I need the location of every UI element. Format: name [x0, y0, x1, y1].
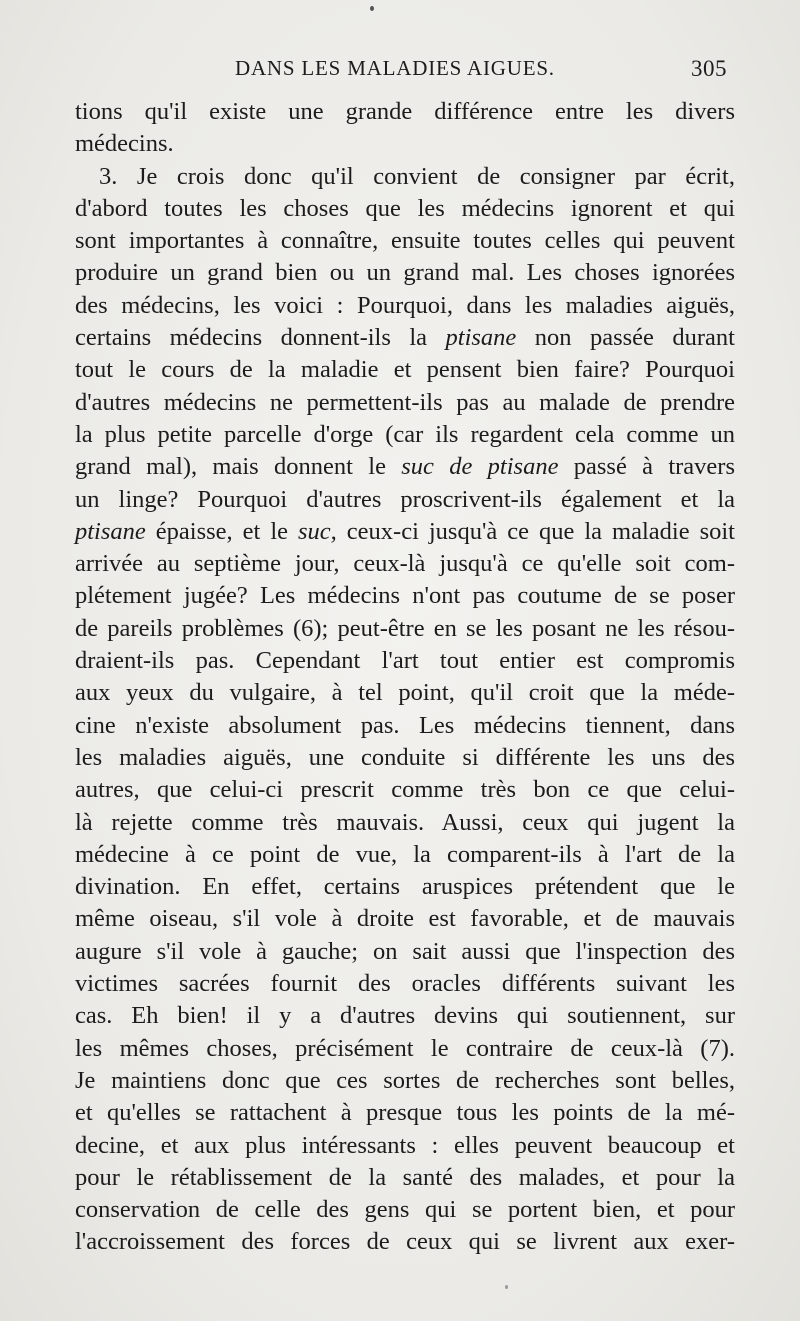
- text-line-34: pour le rétablissement de la santé des malades, et pour la: [75, 1163, 735, 1191]
- text-line-3: 3. Je crois donc qu'il convient de consigner par écrit,: [99, 162, 735, 190]
- text-line-23: là rejette comme très mauvais. Aussi, ceux qui jugent la: [75, 808, 735, 836]
- italic-term: ptisane: [75, 517, 146, 545]
- text-line-15: arrivée au septième jour, ceux-là jusqu'à ce qu'elle soit com-: [75, 550, 735, 578]
- text-line-27: augure s'il vole à gauche; on sait aussi que l'inspection des: [75, 937, 735, 965]
- text-line-28: victimes sacrées fournit des oracles différents suivant les: [75, 970, 735, 998]
- text-line-22: autres, que celui-ci prescrit comme très bon ce que celui-: [75, 776, 735, 804]
- text-line-13: un linge? Pourquoi d'autres proscrivent-ils également et la: [75, 485, 735, 513]
- text-line-1: tions qu'il existe une grande différence entre les divers: [75, 98, 735, 125]
- text-line-4: d'abord toutes les choses que les médecins ignorent et qui: [75, 194, 735, 222]
- text-segment: épaisse, et le: [145, 517, 298, 545]
- text-line-7: des médecins, les voici : Pourquoi, dans les maladies aiguës,: [75, 291, 735, 319]
- ink-speck-mark: [370, 6, 374, 11]
- text-segment: non passée durant: [516, 324, 735, 352]
- text-line-36: l'accroissement des forces de ceux qui se livrent aux exer-: [75, 1228, 735, 1256]
- text-line-21: les maladies aiguës, une conduite si différente les uns des: [75, 743, 735, 771]
- ink-speck-mark: [505, 1285, 508, 1289]
- text-line-24: médecine à ce point de vue, la comparent-ils à l'art de la: [75, 840, 735, 868]
- italic-term: ptisane: [445, 324, 517, 352]
- italic-term: suc de ptisane: [401, 453, 559, 481]
- page-number: 305: [691, 56, 727, 81]
- text-line-31: Je maintiens donc que ces sortes de recherches sont belles,: [75, 1066, 735, 1094]
- text-line-18: draient-ils pas. Cependant l'art tout entier est compromis: [75, 647, 735, 675]
- text-line-8: [75, 322, 735, 354]
- text-line-12: [75, 451, 735, 483]
- text-line-35: conservation de celle des gens qui se portent bien, et pour: [75, 1196, 735, 1224]
- text-line-32: et qu'elles se rattachent à presque tous les points de la mé-: [75, 1099, 735, 1127]
- text-line-11: la plus petite parcelle d'orge (car ils regardent cela comme un: [75, 420, 735, 448]
- text-line-26: même oiseau, s'il vole à droite est favorable, et de mauvais: [75, 905, 735, 933]
- text-segment: grand mal), mais donnent le: [75, 453, 402, 481]
- text-segment: ceux-ci jusqu'à ce que la maladie soit: [336, 517, 735, 545]
- text-line-9: tout le cours de la maladie et pensent bien faire? Pourquoi: [75, 356, 735, 384]
- italic-term: suc,: [298, 517, 337, 545]
- text-line-29: cas. Eh bien! il y a d'autres devins qui soutiennent, sur: [75, 1002, 735, 1030]
- text-line-25: divination. En effet, certains aruspices prétendent que le: [75, 873, 735, 901]
- text-line-30: les mêmes choses, précisément le contraire de ceux-là (7).: [75, 1034, 735, 1062]
- text-line-33: decine, et aux plus intéressants : elles peuvent beaucoup et: [75, 1131, 735, 1159]
- text-line-20: cine n'existe absolument pas. Les médecins tiennent, dans: [75, 711, 735, 739]
- text-segment: certains médecins donnent-ils la: [75, 324, 446, 352]
- text-line-19: aux yeux du vulgaire, à tel point, qu'il croit que la méde-: [75, 679, 735, 707]
- text-line-17: de pareils problèmes (6); peut-être en se les posant ne les résou-: [75, 614, 735, 642]
- running-head: [75, 56, 727, 88]
- text-line-10: d'autres médecins ne permettent-ils pas au malade de prendre: [75, 388, 735, 416]
- text-segment: passé à travers: [558, 453, 735, 481]
- text-line-6: produire un grand bien ou un grand mal. Les choses ignorées: [75, 259, 735, 287]
- text-line-2: médecins.: [75, 130, 174, 158]
- body-text: [75, 96, 735, 1259]
- text-line-14: [75, 516, 735, 548]
- running-title: DANS LES MALADIES AIGUES.: [235, 56, 555, 80]
- text-line-16: plétement jugée? Les médecins n'ont pas coutume de se poser: [75, 582, 735, 610]
- text-line-5: sont importantes à connaître, ensuite toutes celles qui peuvent: [75, 227, 735, 255]
